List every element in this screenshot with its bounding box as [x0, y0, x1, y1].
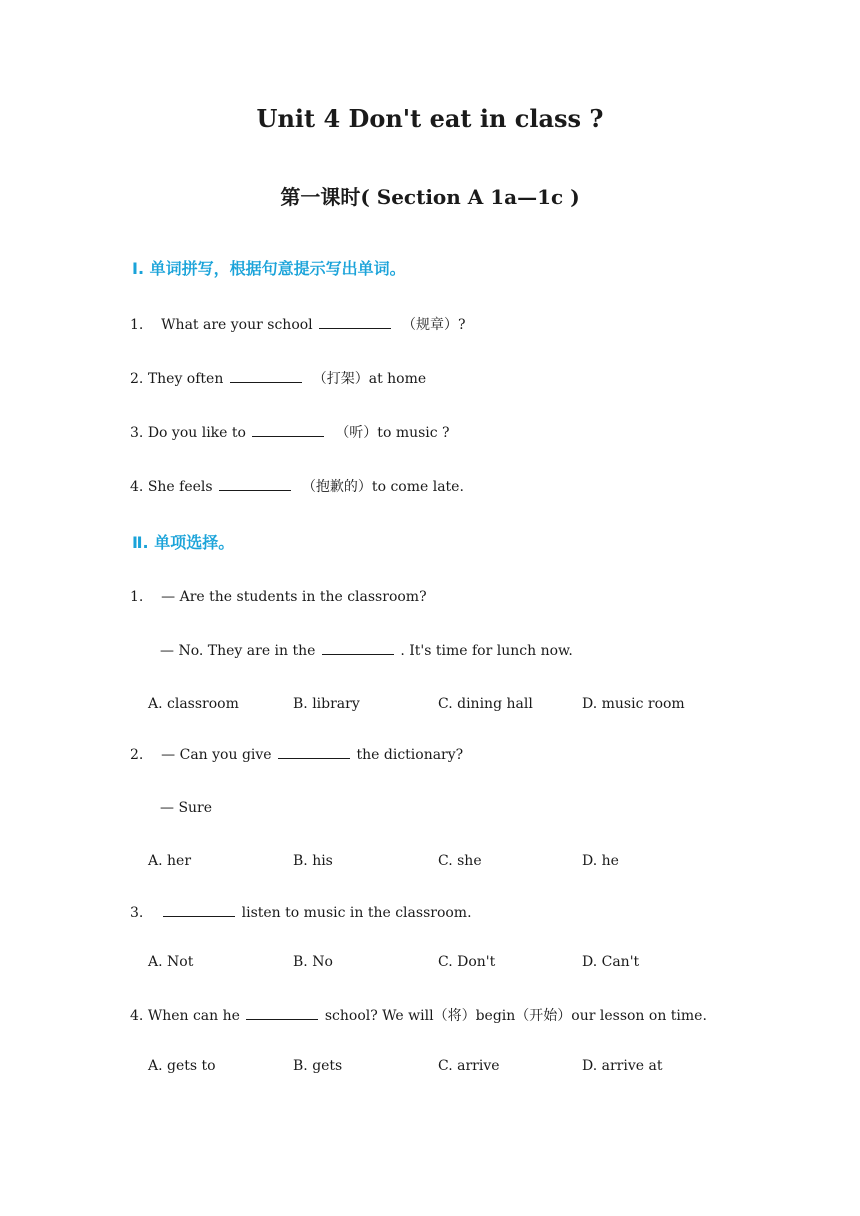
- answer-blank[interactable]: [322, 642, 394, 655]
- answer-blank[interactable]: [278, 746, 350, 759]
- mc-question-2: [130, 746, 463, 763]
- spelling-item-2: [130, 368, 426, 388]
- option-c[interactable]: C. Don't: [438, 954, 496, 970]
- question-text: — Can you give: [161, 747, 272, 763]
- question-text: . It's time for lunch now.: [400, 643, 573, 659]
- option-a[interactable]: A. classroom: [148, 696, 239, 712]
- mc-question-1-line-2: [160, 642, 573, 659]
- page-subtitle: 第一课时( Section A 1a—1c ): [280, 185, 580, 209]
- question-text: — No. They are in the: [160, 643, 316, 659]
- question-number: 1.: [130, 589, 144, 605]
- option-d[interactable]: D. arrive at: [582, 1058, 663, 1074]
- answer-blank[interactable]: [246, 1007, 318, 1020]
- item-text: Do you like to: [147, 425, 246, 441]
- item-text: What are your school: [161, 317, 313, 333]
- option-b[interactable]: B. his: [293, 853, 333, 869]
- mc-question-3: [130, 904, 472, 921]
- mc-question-2-line-2: — Sure: [160, 800, 213, 816]
- spelling-item-3: [130, 422, 450, 442]
- option-d[interactable]: D. Can't: [582, 954, 640, 970]
- question-text: the dictionary?: [356, 747, 464, 763]
- option-d[interactable]: D. he: [582, 853, 619, 869]
- option-c[interactable]: C. dining hall: [438, 696, 533, 712]
- question-number: 2.: [130, 747, 144, 763]
- option-c[interactable]: C. she: [438, 853, 482, 869]
- question-number: 4.: [130, 1008, 144, 1024]
- option-a[interactable]: A. Not: [148, 954, 194, 970]
- question-text: school? We will（将）begin（开始）our lesson on time.: [324, 1008, 707, 1024]
- question-number: 3.: [130, 905, 144, 921]
- question-text: listen to music in the classroom.: [241, 905, 472, 921]
- item-text: They often: [147, 371, 224, 387]
- mc-question-1: [130, 589, 427, 605]
- option-a[interactable]: A. gets to: [148, 1058, 216, 1074]
- option-b[interactable]: B. No: [293, 954, 333, 970]
- spelling-item-1: [130, 314, 466, 334]
- option-d[interactable]: D. music room: [582, 696, 685, 712]
- answer-blank[interactable]: [252, 424, 324, 437]
- option-a[interactable]: A. her: [148, 853, 192, 869]
- question-text: — Are the students in the classroom?: [161, 589, 427, 605]
- item-hint: （规章）?: [402, 317, 466, 333]
- answer-blank[interactable]: [219, 478, 291, 491]
- answer-blank[interactable]: [163, 904, 235, 917]
- answer-blank[interactable]: [319, 316, 391, 329]
- mc-question-4: [130, 1005, 707, 1025]
- question-text: When can he: [147, 1008, 240, 1024]
- item-number: 3.: [130, 425, 144, 441]
- option-c[interactable]: C. arrive: [438, 1058, 500, 1074]
- item-hint: （抱歉的）to come late.: [301, 479, 464, 495]
- option-b[interactable]: B. library: [293, 696, 360, 712]
- page-title: Unit 4 Don't eat in class ?: [256, 104, 604, 133]
- item-number: 4.: [130, 479, 144, 495]
- item-hint: （听）to music ?: [335, 425, 450, 441]
- item-text: She feels: [147, 479, 213, 495]
- section-2-heading: Ⅱ. 单项选择。: [132, 533, 235, 552]
- spelling-item-4: [130, 476, 464, 496]
- section-1-heading: Ⅰ. 单词拼写，根据句意提示写出单词。: [132, 259, 406, 278]
- option-b[interactable]: B. gets: [293, 1058, 343, 1074]
- answer-blank[interactable]: [230, 370, 302, 383]
- item-number: 1.: [130, 317, 144, 333]
- item-number: 2.: [130, 371, 144, 387]
- item-hint: （打架）at home: [312, 371, 427, 387]
